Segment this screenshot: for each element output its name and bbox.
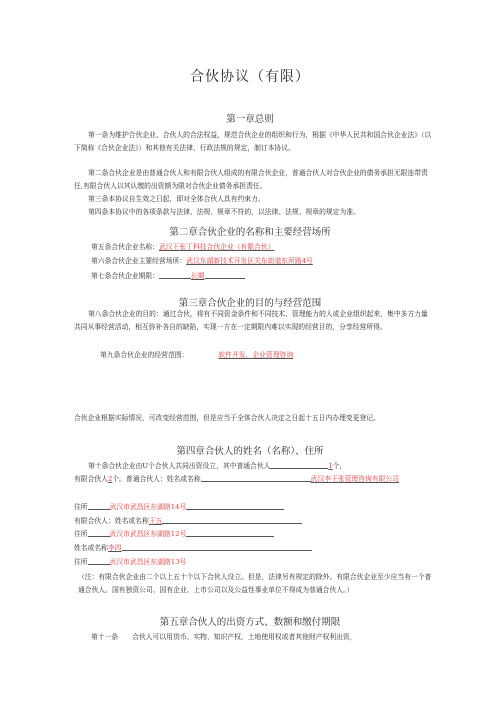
article-10 (88, 460, 342, 471)
article-9-label: 第九条合伙企业的经营范围： (100, 351, 189, 359)
partner-note: （注：有限合伙企业由二个以上五十个以下合伙人设立。但是，法律另有规定的除外。有限合伙企业至少应当有一个普通合伙人。国有独资公司、国有企业、上市公司以及公益性事业单位不得成为普通合伙人。） (78, 573, 432, 594)
lp-prefix: 有限合伙人 (74, 475, 108, 483)
limited-partner-1-name: 王五 (148, 517, 163, 525)
article-11-text: 合伙人可以用货币、实物、知识产权、土地使用权或者其他财产权利出资， (132, 633, 357, 641)
address-label: 住所 (74, 530, 88, 538)
article-10-end: 个, (332, 462, 342, 470)
lp2-address-line (74, 556, 186, 567)
blank-line (88, 556, 110, 565)
article-5 (91, 242, 275, 252)
lp2-name-line (74, 542, 312, 553)
lp1-address-line (74, 528, 274, 539)
limited-partner-1-address: 武汉市武昌区东湖路12号 (109, 530, 187, 538)
gp-address-line (74, 501, 284, 512)
article-4: 第四条本协议中的各项条款与法律、法规、规章不符的，以法律、法规、规章的规定为准。 (88, 208, 360, 216)
article-2: 第二条合伙企业是由普通合伙人和有限合伙人组成的有限合伙企业，普通合伙人对合伙企业的债务承担无限连带责任,有限合伙人以其认缴的出资额为限对合伙企业债务承担责任。 (74, 169, 428, 190)
article-6-label: 第六条合伙企业主要经营场所： (91, 257, 187, 265)
limited-partner-2-name: 李四 (107, 544, 122, 552)
lp2-name-label: 姓名或名称 (74, 544, 108, 552)
scope-change-note: 合伙企业根据实际情况，可改变经营范围，但是应当于全体合伙人决定之日起十五日内办理变更登记。 (74, 414, 380, 422)
blank-line (205, 270, 245, 279)
blank-line (162, 515, 302, 524)
enterprise-name: 武汉王张丁科技合伙企业（有限合伙） (158, 243, 275, 251)
article-10-prefix: 第十条合伙企业由 (88, 462, 143, 470)
business-address: 武汉东湖新技术开发区关东街道东所路4号 (186, 257, 313, 265)
article-6 (91, 256, 313, 266)
blank-line (88, 501, 110, 510)
document-title: 合伙协议（有限） (190, 69, 310, 85)
blank-line (88, 528, 110, 537)
address-label: 住所 (74, 558, 88, 566)
partner-count: U (142, 462, 149, 470)
article-7-label: 第七条合伙企业期限： (91, 272, 159, 280)
article-1: 第一条为维护合伙企业、合伙人的合法权益，规范合伙企业的组织和行为，根据《中华人民共和国合伙企业法》（以下简称《合伙企业法》）和其他有关法律、行政法规的规定，制订本协议。 (74, 131, 432, 152)
article-5-label: 第五条合伙企业名称： (91, 243, 159, 251)
business-scope: 软件开发、企业管理咨询 (218, 351, 294, 359)
address-label: 住所 (74, 503, 88, 511)
chapter-2-heading: 第二章合伙企业的名称和主要经营场所 (169, 227, 331, 238)
general-partner-count: 1 (328, 462, 333, 470)
blank-line (186, 501, 284, 510)
article-11-label: 第十一条 (91, 633, 119, 641)
gp-name-label: 个。普通合伙人：姓名或名称 (112, 475, 201, 483)
general-partner-address: 武汉市武昌区东湖路14号 (109, 503, 187, 511)
blank-line (201, 473, 311, 482)
article-9 (100, 350, 293, 360)
chapter-3-heading: 第三章合伙企业的目的与经营范围 (178, 298, 322, 309)
limited-partner-count: 2 (107, 475, 113, 483)
blank-line (159, 270, 191, 279)
blank-line (270, 460, 328, 469)
chapter-5-heading: 第五章合伙人的出资方式、数额和缴付期限 (159, 617, 341, 628)
lp-name-label: 有限合伙人：姓名或名称 (74, 517, 149, 525)
enterprise-term: 长期 (190, 272, 205, 280)
article-11 (91, 632, 356, 642)
blank-line (122, 542, 312, 551)
article-10-middle: 个合伙人共同出资设立，其中普通合伙人 (148, 462, 271, 470)
limited-partner-2-address: 武汉市武昌区东湖路13号 (109, 558, 187, 566)
general-partner-name: 武汉李王张管理咨询有限公司 (310, 475, 400, 483)
chapter-4-heading: 第四章合伙人的姓名（名称）、住所 (176, 446, 324, 457)
chapter-1-heading: 第一章总则 (226, 114, 274, 125)
lp1-name-line (74, 515, 302, 526)
article-3: 第三条本协议自生效之日起，即对全体合伙人具有约束力。 (88, 195, 265, 203)
blank-line (186, 528, 274, 537)
limited-partner-line (74, 473, 399, 484)
article-7 (91, 270, 245, 281)
article-8: 第八条合伙企业的目的：通过合伙，将有不同资金条件和不同技术、管理能力的人或企业组织起来，集中多方力量共同从事经营活动，相互弥补各自的缺陷，实现一方在一定期限内难以实现的经营目的，分享经营所得。 (74, 310, 428, 331)
